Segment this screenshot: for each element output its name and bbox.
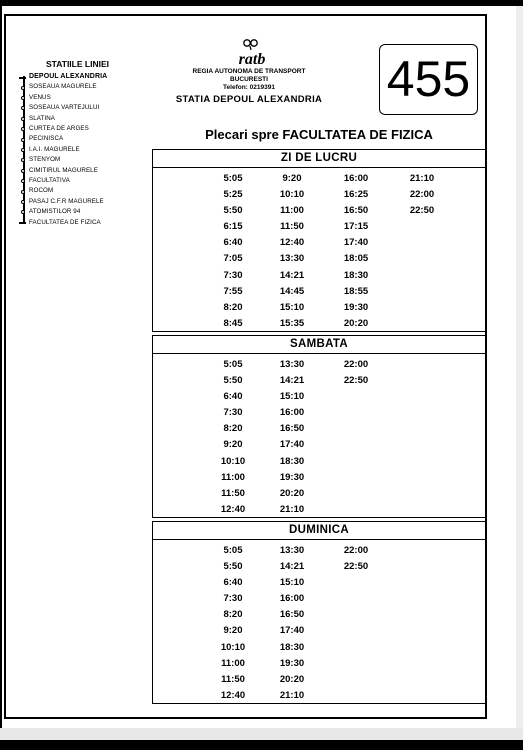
departure-time: 8:20 <box>223 609 243 621</box>
time-column <box>397 171 447 219</box>
saturday-heading: SAMBATA <box>153 336 485 354</box>
stop-item: DEPOUL ALEXANDRIA <box>29 72 150 82</box>
departure-time: 16:50 <box>279 609 305 621</box>
stops-list <box>20 72 150 228</box>
departure-time: 14:21 <box>279 269 305 281</box>
departure-time: 16:50 <box>343 205 369 217</box>
stop-item: FACULTATEA DE FIZICA <box>29 218 150 228</box>
time-column <box>208 171 258 332</box>
departure-time: 18:30 <box>279 455 305 467</box>
departure-time: 6:40 <box>223 577 243 589</box>
departure-time: 17:40 <box>279 439 305 451</box>
company-name: REGIA AUTONOMA DE TRANSPORT BUCURESTI <box>192 68 306 83</box>
station-name: STATIA DEPOUL ALEXANDRIA <box>175 94 323 105</box>
route-stops-panel <box>20 59 150 228</box>
time-column <box>208 357 258 518</box>
departure-time: 18:55 <box>343 285 369 297</box>
departure-time: 5:05 <box>223 545 243 556</box>
page-edge <box>516 6 523 728</box>
departure-time: 15:35 <box>279 317 305 329</box>
stop-item: STENYOM <box>29 155 150 165</box>
time-column <box>267 171 317 332</box>
time-column <box>208 543 258 704</box>
departure-time: 22:50 <box>409 205 435 217</box>
sunday-section <box>152 521 486 704</box>
bottom-margin <box>0 728 523 740</box>
departure-time: 6:40 <box>223 391 243 403</box>
departure-time: 19:30 <box>279 657 305 669</box>
departure-time: 7:30 <box>223 407 243 419</box>
departure-time: 5:05 <box>223 359 243 370</box>
timetable-sheet <box>4 14 487 719</box>
departure-time: 19:30 <box>279 471 305 483</box>
departure-time: 9:20 <box>223 439 243 451</box>
departure-time: 7:55 <box>223 285 243 297</box>
departure-time: 8:45 <box>223 317 243 329</box>
sunday-heading: DUMINICA <box>153 522 485 540</box>
departure-time: 5:50 <box>223 561 243 573</box>
departure-time: 22:00 <box>343 545 369 556</box>
departure-time: 12:40 <box>220 503 246 515</box>
departure-time: 22:00 <box>343 359 369 370</box>
stop-item: PECINISCA <box>29 134 150 144</box>
departure-time: 5:05 <box>223 173 243 184</box>
direction-title: Plecari spre FACULTATEA DE FIZICA <box>205 127 433 142</box>
company-block <box>174 68 324 92</box>
departure-time: 22:50 <box>343 375 369 387</box>
departure-time: 11:00 <box>221 657 245 669</box>
departure-time: 18:30 <box>343 269 369 281</box>
departure-time: 5:50 <box>223 375 243 387</box>
departure-time: 12:40 <box>279 237 305 249</box>
departure-time: 16:00 <box>343 173 369 184</box>
ratb-logo <box>234 38 270 68</box>
departure-time: 7:30 <box>223 269 243 281</box>
stop-item: FACULTATIVA <box>29 176 150 186</box>
stop-item: ATOMISTILOR 94 <box>29 207 150 217</box>
time-column <box>331 171 381 332</box>
departure-time: 19:30 <box>343 301 369 313</box>
weekday-section <box>152 149 486 332</box>
stop-item: CURTEA DE ARGES <box>29 124 150 134</box>
departure-time: 11:50 <box>221 673 245 685</box>
company-phone: Telefon: 0219391 <box>223 84 275 91</box>
departure-time: 18:30 <box>279 641 305 653</box>
departure-time: 8:20 <box>223 423 243 435</box>
stop-item: SLATINA <box>29 114 150 124</box>
weekday-heading: ZI DE LUCRU <box>153 150 485 168</box>
departure-time: 15:10 <box>279 391 305 403</box>
departure-time: 10:10 <box>279 189 305 201</box>
time-column <box>331 543 381 575</box>
departure-time: 21:10 <box>279 689 305 701</box>
departure-time: 16:00 <box>279 593 305 605</box>
stop-item: I.A.I. MAGURELE <box>29 145 150 155</box>
departure-time: 21:10 <box>279 503 305 515</box>
departure-time: 16:25 <box>343 189 369 201</box>
departure-time: 5:25 <box>223 189 243 201</box>
departure-time: 5:50 <box>223 205 243 217</box>
departure-time: 15:10 <box>279 577 305 589</box>
departure-time: 9:20 <box>223 625 243 637</box>
stop-item: VENUS <box>29 93 150 103</box>
route-number: 455 <box>379 44 478 115</box>
departure-time: 20:20 <box>279 487 305 499</box>
departure-time: 17:15 <box>343 221 369 233</box>
stop-item: ROCOM <box>29 186 150 196</box>
departure-time: 13:30 <box>279 359 305 370</box>
departure-time: 14:21 <box>279 561 305 573</box>
departure-time: 17:40 <box>279 625 305 637</box>
stop-item: CIMITIRUL MAGURELE <box>29 166 150 176</box>
stop-item: SOSEAUA MAGURELE <box>29 82 150 92</box>
departure-time: 22:50 <box>343 561 369 573</box>
time-column <box>267 357 317 518</box>
departure-time: 8:20 <box>223 301 243 313</box>
departure-time: 9:20 <box>282 173 302 184</box>
departure-time: 14:21 <box>279 375 305 387</box>
departure-time: 16:00 <box>279 407 305 419</box>
departure-time: 12:40 <box>220 689 246 701</box>
departure-time: 14:45 <box>279 285 305 297</box>
stops-title: STATIILE LINIEI <box>46 59 109 69</box>
departure-time: 7:05 <box>223 253 243 265</box>
departure-time: 10:10 <box>220 455 246 467</box>
departure-time: 11:00 <box>280 205 304 217</box>
bottom-border <box>0 740 523 750</box>
departure-time: 16:50 <box>279 423 305 435</box>
departure-time: 13:30 <box>279 545 305 556</box>
stop-item: PASAJ C.F.R MAGURELE <box>29 197 150 207</box>
time-column <box>267 543 317 704</box>
departure-time: 13:30 <box>279 253 305 265</box>
departure-time: 22:00 <box>409 189 435 201</box>
departure-time: 10:10 <box>220 641 246 653</box>
departure-time: 11:50 <box>280 221 304 233</box>
departure-time: 6:15 <box>223 221 243 233</box>
departure-time: 17:40 <box>343 237 369 249</box>
saturday-section <box>152 335 486 518</box>
departure-time: 7:30 <box>223 593 243 605</box>
departure-time: 21:10 <box>409 173 435 184</box>
departure-time: 6:40 <box>223 237 243 249</box>
departure-time: 11:00 <box>221 471 245 483</box>
departure-time: 18:05 <box>343 253 369 265</box>
time-column <box>331 357 381 389</box>
departure-time: 20:20 <box>343 317 369 329</box>
departure-time: 20:20 <box>279 673 305 685</box>
departure-time: 15:10 <box>279 301 305 313</box>
logo-lettering: ratb <box>238 51 266 68</box>
stop-item: SOSEAUA VARTEJULUI <box>29 103 150 113</box>
departure-time: 11:50 <box>221 487 245 499</box>
